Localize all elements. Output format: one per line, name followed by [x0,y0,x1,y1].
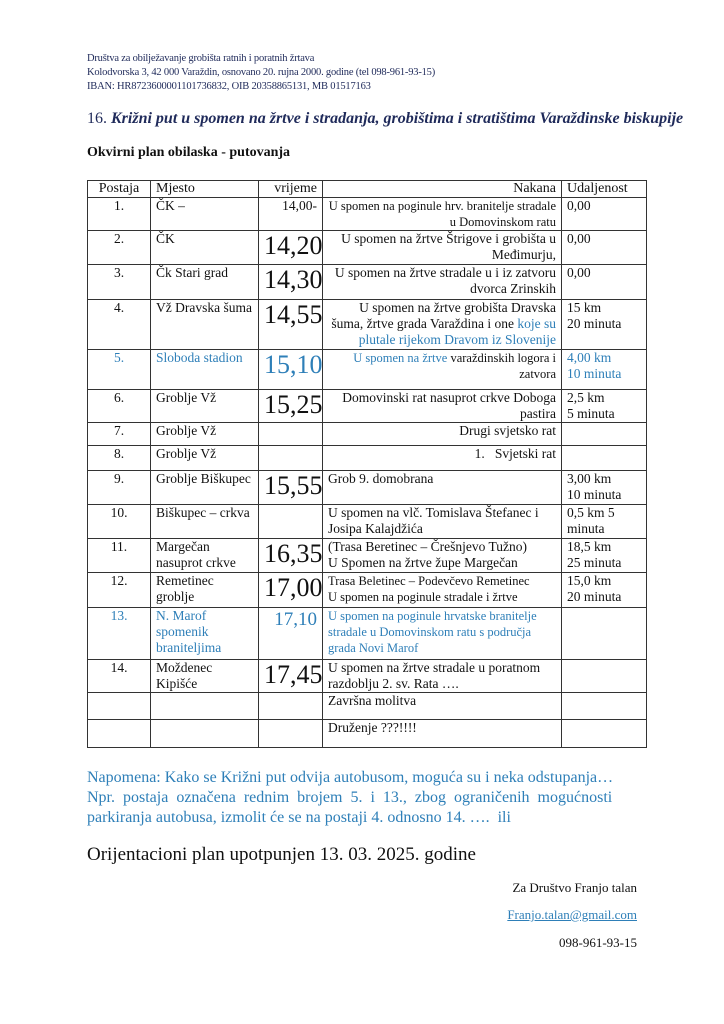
signature-phone: 098-961-93-15 [559,935,637,950]
cell-nakana: Druženje ???!!!! [323,720,562,748]
table-row [88,300,647,350]
cell-postaja: 5. [88,350,151,390]
cell-postaja: 1. [88,198,151,231]
cell-nakana: Grob 9. domobrana [323,471,562,505]
cell-nakana: 1. Svjetski rat [323,446,562,471]
cell-vrijeme: 15,10 [264,350,323,379]
cell-mjesto [151,720,259,748]
cell-udaljenost [562,573,647,608]
cell-udaljenost [562,471,647,505]
cell-postaja: 3. [88,265,151,300]
duration: 10 minuta [567,366,622,381]
cell-postaja: 4. [88,300,151,350]
distance: 2,5 km [567,390,605,405]
cell-nakana: U spomen na žrtve stradale u poratnom razdoblju 2. sv. Rata …. [323,660,562,693]
document-title [87,110,683,128]
cell-mjesto: Remetinec groblje [151,573,259,608]
cell-nakana [323,573,562,608]
table-row [88,471,647,505]
cell-mjesto: Sloboda stadion [151,350,259,390]
cell-postaja: 11. [88,539,151,573]
cell-nakana: Domovinski rat nasuprot crkve Doboga pastira [323,390,562,423]
cell-postaja: 9. [88,471,151,505]
cell-nakana: U spomen na poginule hrv. branitelje stradale u Domovinskom ratu [323,198,562,231]
cell-postaja: 13. [88,608,151,660]
cell-udaljenost: 0,00 [562,231,647,265]
cell-mjesto [151,693,259,720]
nakana-line2: U Spomen na žrtve župe Margečan [328,555,518,570]
cell-mjesto: Margečan nasuprot crkve [151,539,259,573]
cell-nakana: U spomen na žrtve Štrigove i grobišta u Međimurju, [323,231,562,265]
cell-udaljenost: 0,5 km 5 minuta [562,505,647,539]
header-udaljenost: Udaljenost [562,181,647,198]
cell-mjesto: Groblje Vž [151,423,259,446]
cell-nakana [323,300,562,350]
table-row [88,390,647,423]
nakana-line1: (Trasa Beretinec – Črešnjevo Tužno) [328,539,527,554]
cell-nakana: Drugi svjetsko rat [323,423,562,446]
duration: 20 minuta [567,316,622,331]
cell-vrijeme: 17,00 [264,573,323,602]
table-row [88,608,647,660]
nakana-line1: Trasa Beletinec – Podevčevo Remetinec [328,574,530,588]
cell-vrijeme: 17,45 [264,660,323,689]
cell-vrijeme: 14,20 [264,231,323,260]
cell-udaljenost [562,300,647,350]
cell-vrijeme: 14,55 [264,300,323,329]
nakana-line2: U spomen na poginule stradale i žrtve [328,590,518,604]
cell-postaja [88,693,151,720]
note-line-1: Napomena: Kako se Križni put odvija autobusom, moguća su i neka odstupanja… [87,769,614,786]
table-row [88,350,647,390]
nakana-text: U spomen na žrtve grobišta Dravska šuma, žrtve grada Varaždina i one [331,300,556,331]
cell-udaljenost [562,539,647,573]
header-mjesto: Mjesto [151,181,259,198]
cell-vrijeme: 14,00- [259,198,323,231]
duration: 25 minuta [567,555,622,570]
table-row [88,446,647,471]
cell-postaja: 6. [88,390,151,423]
note-line-3: parkiranja autobusa, izmolit će se na postaji 4. odnosno 14. …. ili [87,809,511,826]
table-row [88,539,647,573]
cell-udaljenost [562,720,647,748]
duration: 5 minuta [567,406,615,421]
cell-nakana [323,539,562,573]
table-row [88,231,647,265]
cell-mjesto: Groblje Biškupec [151,471,259,505]
cell-postaja: 12. [88,573,151,608]
table-row [88,720,647,748]
cell-mjesto: Vž Dravska šuma [151,300,259,350]
cell-vrijeme [259,693,323,720]
nakana-text-blue: U spomen na žrtve [353,351,448,365]
cell-nakana: U spomen na žrtve stradale u i iz zatvoru dvorca Zrinskih [323,265,562,300]
cell-nakana: Završna molitva [323,693,562,720]
cell-vrijeme: 15,55 [264,471,323,500]
cell-udaljenost [562,446,647,471]
letterhead-bank-info: IBAN: HR8723600001101736832, OIB 20358865131, MB 01517163 [87,81,371,92]
header-postaja: Postaja [88,181,151,198]
cell-mjesto: N. Marof spomenik braniteljima [151,608,259,660]
distance: 3,00 km [567,471,612,486]
distance: 4,00 km [567,350,612,365]
cell-postaja: 14. [88,660,151,693]
letterhead-org-name: Društva za obilježavanje grobišta ratnih i poratnih žrtava [87,53,315,64]
header-nakana: Nakana [323,181,562,198]
cell-nakana: U spomen na vlč. Tomislava Štefanec i Josipa Kalajdžića [323,505,562,539]
signature-for: Za Društvo Franjo talan [512,880,637,895]
cell-udaljenost [562,660,647,693]
distance: 15 km [567,300,602,315]
cell-postaja: 10. [88,505,151,539]
table-row [88,693,647,720]
table-row [88,265,647,300]
cell-vrijeme [259,505,323,539]
cell-udaljenost: 0,00 [562,198,647,231]
cell-udaljenost [562,390,647,423]
cell-udaljenost [562,423,647,446]
cell-vrijeme [259,446,323,471]
header-vrijeme: vrijeme [259,181,323,198]
table-row [88,573,647,608]
cell-mjesto: ČK – [151,198,259,231]
table-row [88,505,647,539]
cell-postaja [88,720,151,748]
itinerary-table [87,180,647,748]
orientation-plan-date: Orijentacioni plan upotpunjen 13. 03. 2025. godine [87,844,476,865]
nakana-text: varaždinskih logora i zatvora [450,351,556,381]
cell-postaja: 2. [88,231,151,265]
note-paragraph [87,768,647,828]
table-row [88,198,647,231]
duration: 20 minuta [567,589,622,604]
letterhead-address: Kolodvorska 3, 42 000 Varaždin, osnovano 20. rujna 2000. godine (tel 098-961-93-15) [87,67,436,78]
cell-udaljenost [562,693,647,720]
cell-nakana [323,350,562,390]
cell-mjesto: Moždenec Kipišće [151,660,259,693]
distance: 15,0 km [567,573,612,588]
cell-udaljenost: 0,00 [562,265,647,300]
cell-mjesto: Čk Stari grad [151,265,259,300]
nakana-text-blue: koje su plutale rijekom Dravom iz Slovenije [358,316,556,347]
cell-udaljenost [562,350,647,390]
letterhead [87,52,435,94]
cell-mjesto: ČK [151,231,259,265]
cell-nakana: U spomen na poginule hrvatske branitelje stradale u Domovinskom ratu s područja grada Novi Marof [323,608,562,660]
cell-mjesto: Groblje Vž [151,446,259,471]
cell-mjesto: Biškupec – crkva [151,505,259,539]
duration: 10 minuta [567,487,622,502]
cell-vrijeme: 15,25 [264,390,323,419]
cell-vrijeme: 14,30 [264,265,323,294]
note-line-2: Npr. postaja označena rednim brojem 5. i 13., zbog ograničenih mogućnosti [87,789,613,806]
cell-postaja: 8. [88,446,151,471]
cell-vrijeme: 16,35 [264,539,323,568]
cell-vrijeme [259,423,323,446]
title-number: 16. [87,110,107,127]
plan-subtitle: Okvirni plan obilaska - putovanja [87,145,291,160]
distance: 18,5 km [567,539,612,554]
title-text: Križni put u spomen na žrtve i stradanja, grobištima i stratištima Varaždinske biskupije [111,110,684,127]
cell-vrijeme: 17,10 [259,608,323,660]
cell-postaja: 7. [88,423,151,446]
table-row [88,660,647,693]
cell-mjesto: Groblje Vž [151,390,259,423]
cell-vrijeme [259,720,323,748]
cell-udaljenost [562,608,647,660]
table-header-row [88,181,647,198]
signature-email-link[interactable]: Franjo.talan@gmail.com [507,907,637,922]
table-row [88,423,647,446]
